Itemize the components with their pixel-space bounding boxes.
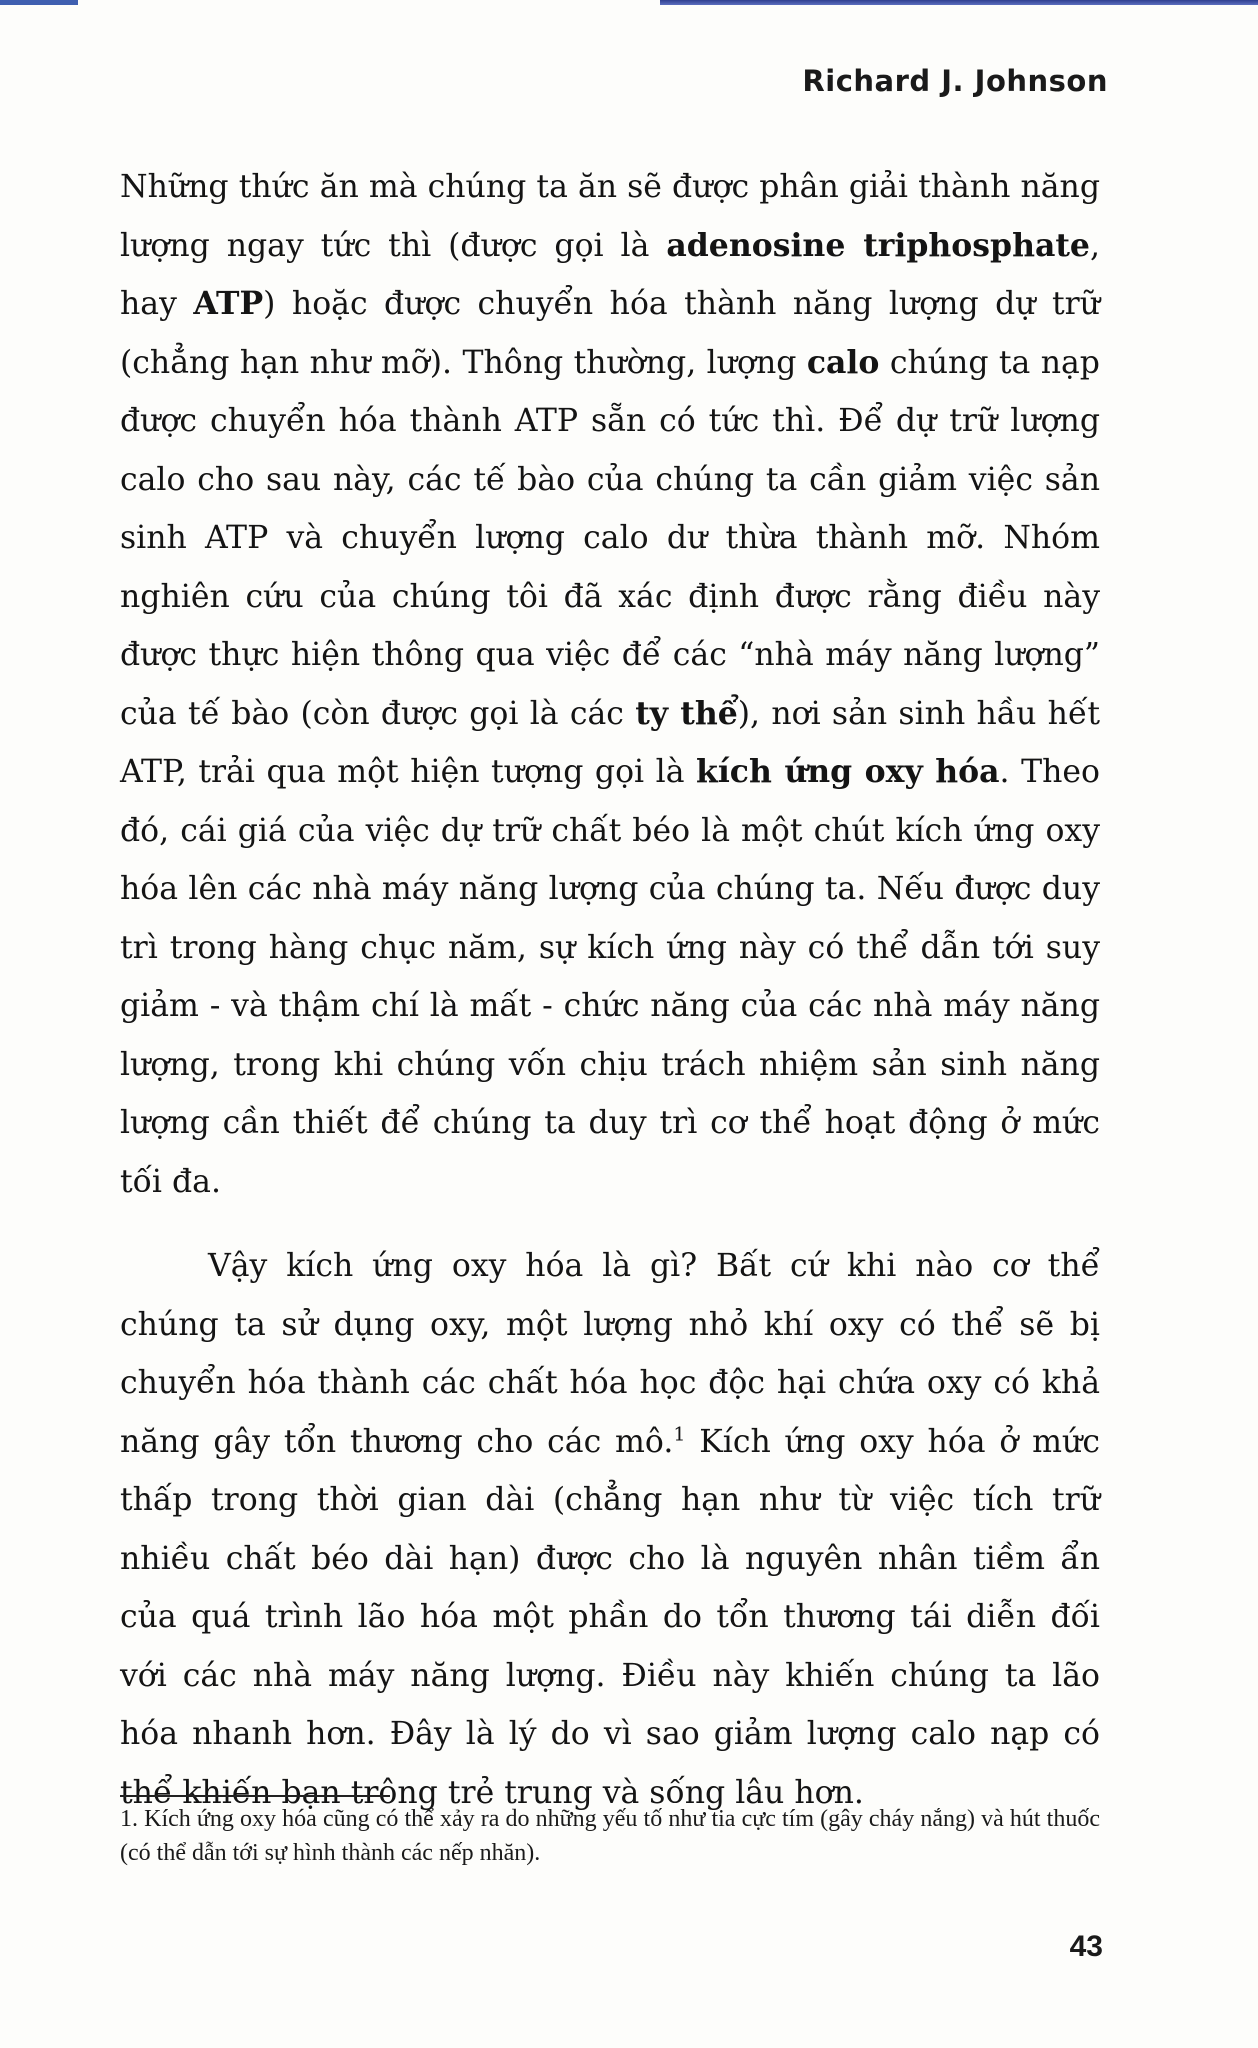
bold-term: ty thể — [635, 694, 738, 732]
text-segment: Vậy kích ứng oxy hóa là gì? Bất cứ khi nào cơ thể chúng ta sử dụng oxy, một lượng nhỏ khí oxy có thể sẽ bị chuyển hóa thành các chất hóa học độc hại chứa oxy có khả năng gây tổn thương cho các mô. — [120, 1248, 1100, 1460]
bold-term: adenosine triphosphate — [666, 226, 1090, 264]
running-header-author: Richard J. Johnson — [802, 64, 1108, 98]
text-segment: chúng ta nạp được chuyển hóa thành ATP sẵn có tức thì. Để dự trữ lượng calo cho sau này, các tế bào của chúng ta cần giảm việc sản sinh ATP và chuyển lượng calo dư thừa thành mỡ. Nhóm nghiên cứu của chúng tôi đã xác định được rằng điều này được thực hiện thông qua việc để các “nhà máy năng lượng” của tế bào (còn được gọi là các — [120, 344, 1100, 732]
footnote: 1. Kích ứng oxy hóa cũng có thể xảy ra do những yếu tố như tia cực tím (gây cháy nắng) và hút thuốc (có thể dẫn tới sự hình thành các nếp nhăn). — [120, 1806, 1100, 1866]
footnote-reference[interactable]: 1 — [673, 1423, 686, 1445]
page-edge-top-right — [660, 0, 1258, 5]
bold-term: ATP — [193, 285, 264, 322]
text-segment: Kích ứng oxy hóa ở mức thấp trong thời gian dài (chẳng hạn như từ việc tích trữ nhiều chất béo dài hạn) được cho là nguyên nhân tiềm ẩn của quá trình lão hóa một phần do tổn thương tái diễn đối với các nhà máy năng lượng. Điều này khiến chúng ta lão hóa nhanh hơn. Đây là lý do vì sao giảm lượng calo nạp có thể khiến bạn trông trẻ trung và sống lâu hơn. — [120, 1423, 1100, 1811]
bold-term: calo — [806, 343, 880, 381]
text-segment: ) hoặc được chuyển hóa thành năng lượng dự trữ (chẳng hạn như mỡ). Thông thường, lượng — [120, 286, 1100, 381]
page-number: 43 — [1069, 1930, 1103, 1963]
footnote-divider — [120, 1795, 390, 1797]
page-edge-top-left — [0, 0, 78, 5]
text-segment: , hay — [120, 227, 1100, 322]
text-segment: Những thức ăn mà chúng ta ăn sẽ được phân giải thành năng lượng ngay tức thì (được gọi là — [120, 169, 1100, 264]
text-segment: . Theo đó, cái giá của việc dự trữ chất béo là một chút kích ứng oxy hóa lên các nhà máy năng lượng của chúng ta. Nếu được duy trì trong hàng chục năm, sự kích ứng này có thể dẫn tới suy giảm - và thậm chí là mất - chức năng của các nhà máy năng lượng, trong khi chúng vốn chịu trách nhiệm sản sinh năng lượng cần thiết để chúng ta duy trì cơ thể hoạt động ở mức tối đa. — [120, 754, 1100, 1200]
text-segment: ), nơi sản sinh hầu hết ATP, trải qua một hiện tượng gọi là — [120, 695, 1100, 790]
body-text — [120, 158, 1100, 1822]
paragraph-1 — [120, 158, 1100, 1211]
bold-term: kích ứng oxy hóa — [696, 753, 1000, 790]
paragraph-2 — [120, 1237, 1100, 1822]
